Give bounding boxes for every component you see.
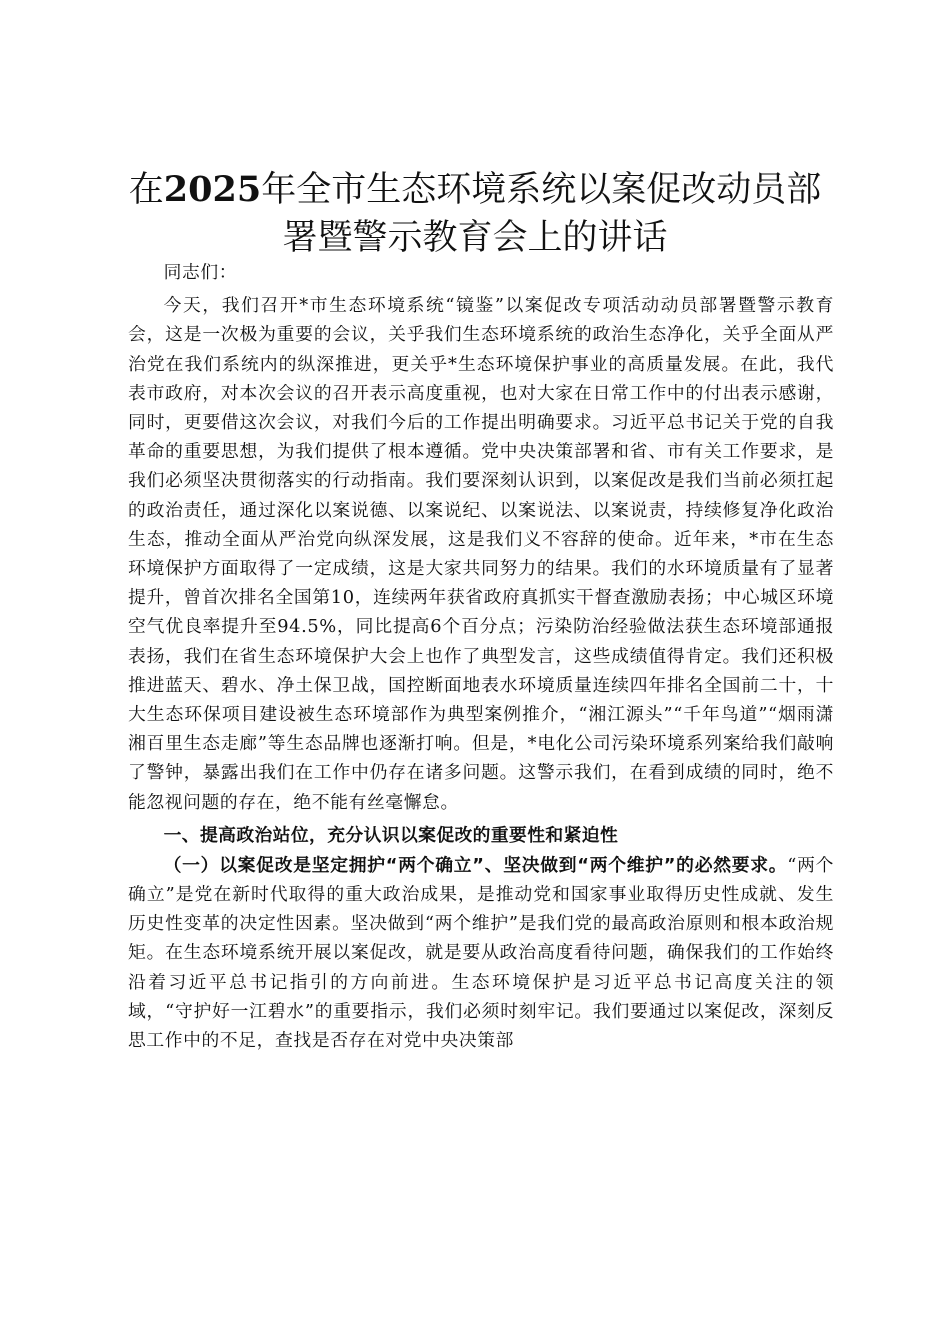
title-year: 2025 [163, 169, 262, 210]
title-prefix: 在 [128, 170, 164, 210]
title-line2: 署暨警示教育会上的讲话 [282, 218, 668, 258]
subsection-body: “两个确立”是党在新时代取得的重大政治成果，是推动党和国家事业取得历史性成就、发生历史性变革的决定性因素。坚决做到“两个维护”是我们党的最高政治原则和根本政治规矩。在生态环境系统开展以案促改，就是要从政治高度看待问题，确保我们的工作始终沿着习近平总书记指引的方向前进。生态环境保护是习近平总书记高度关注的领域，“守护好一江碧水”的重要指示，我们必须时刻牢记。我们要通过以案促改，深刻反思工作中的不足，查找是否存在对党中央决策部 [128, 854, 835, 1052]
salutation: 同志们： [163, 262, 238, 283]
document-title [80, 166, 870, 262]
document-body [128, 258, 834, 1055]
title-line1-rest: 年全市生态环境系统以案促改动员部 [261, 170, 822, 210]
opening-paragraph: 今天，我们召开*市生态环境系统“镜鉴”以案促改专项活动动员部署暨警示教育会，这是一次极为重要的会议，关乎我们生态环境系统的政治生态净化，关乎全面从严治党在我们系统内的纵深推进，更关乎*生态环境保护事业的高质量发展。在此，我代表市政府，对本次会议的召开表示高度重视，也对大家在日常工作中的付出表示感谢，同时，更要借这次会议，对我们今后的工作提出明确要求。习近平总书记关于党的自我革命的重要思想，为我们提供了根本遵循。党中央决策部署和省、市有关工作要求，是我们必须坚决贯彻落实的行动指南。我们要深刻认识到，以案促改是我们当前必须扛起的政治责任，通过深化以案说德、以案说纪、以案说法、以案说责，持续修复净化政治生态，推动全面从严治党向纵深发展，这是我们义不容辞的使命。近年来，*市在生态环境保护方面取得了一定成绩，这是大家共同努力的结果。我们的水环境质量有了显著提升，曾首次排名全国第10，连续两年获省政府真抓实干督查激励表扬；中心城区环境空气优良率提升至94.5%，同比提高6个百分点；污染防治经验做法获生态环境部通报表扬，我们在省生态环境保护大会上也作了典型发言，这些成绩值得肯定。我们还积极推进蓝天、碧水、净土保卫战，国控断面地表水环境质量连续四年排名全国前二十，十大生态环保项目建设被生态环境部作为典型案例推介，“湘江源头”“千年鸟道”“烟雨潇湘百里生态走廊”等生态品牌也逐渐打响。但是，*电化公司污染环境系列案给我们敲响了警钟，暴露出我们在工作中仍存在诸多问题。这警示我们，在看到成绩的同时，绝不能忽视问题的存在，绝不能有丝毫懈怠。 [128, 295, 834, 813]
section-heading-1: 一、提高政治站位，充分认识以案促改的重要性和紧迫性 [163, 824, 619, 846]
subsection-lead: （一）以案促改是坚定拥护“两个确立”、坚决做到“两个维护”的必然要求。 [163, 854, 788, 876]
subsection-paragraph-1 [128, 851, 834, 1055]
